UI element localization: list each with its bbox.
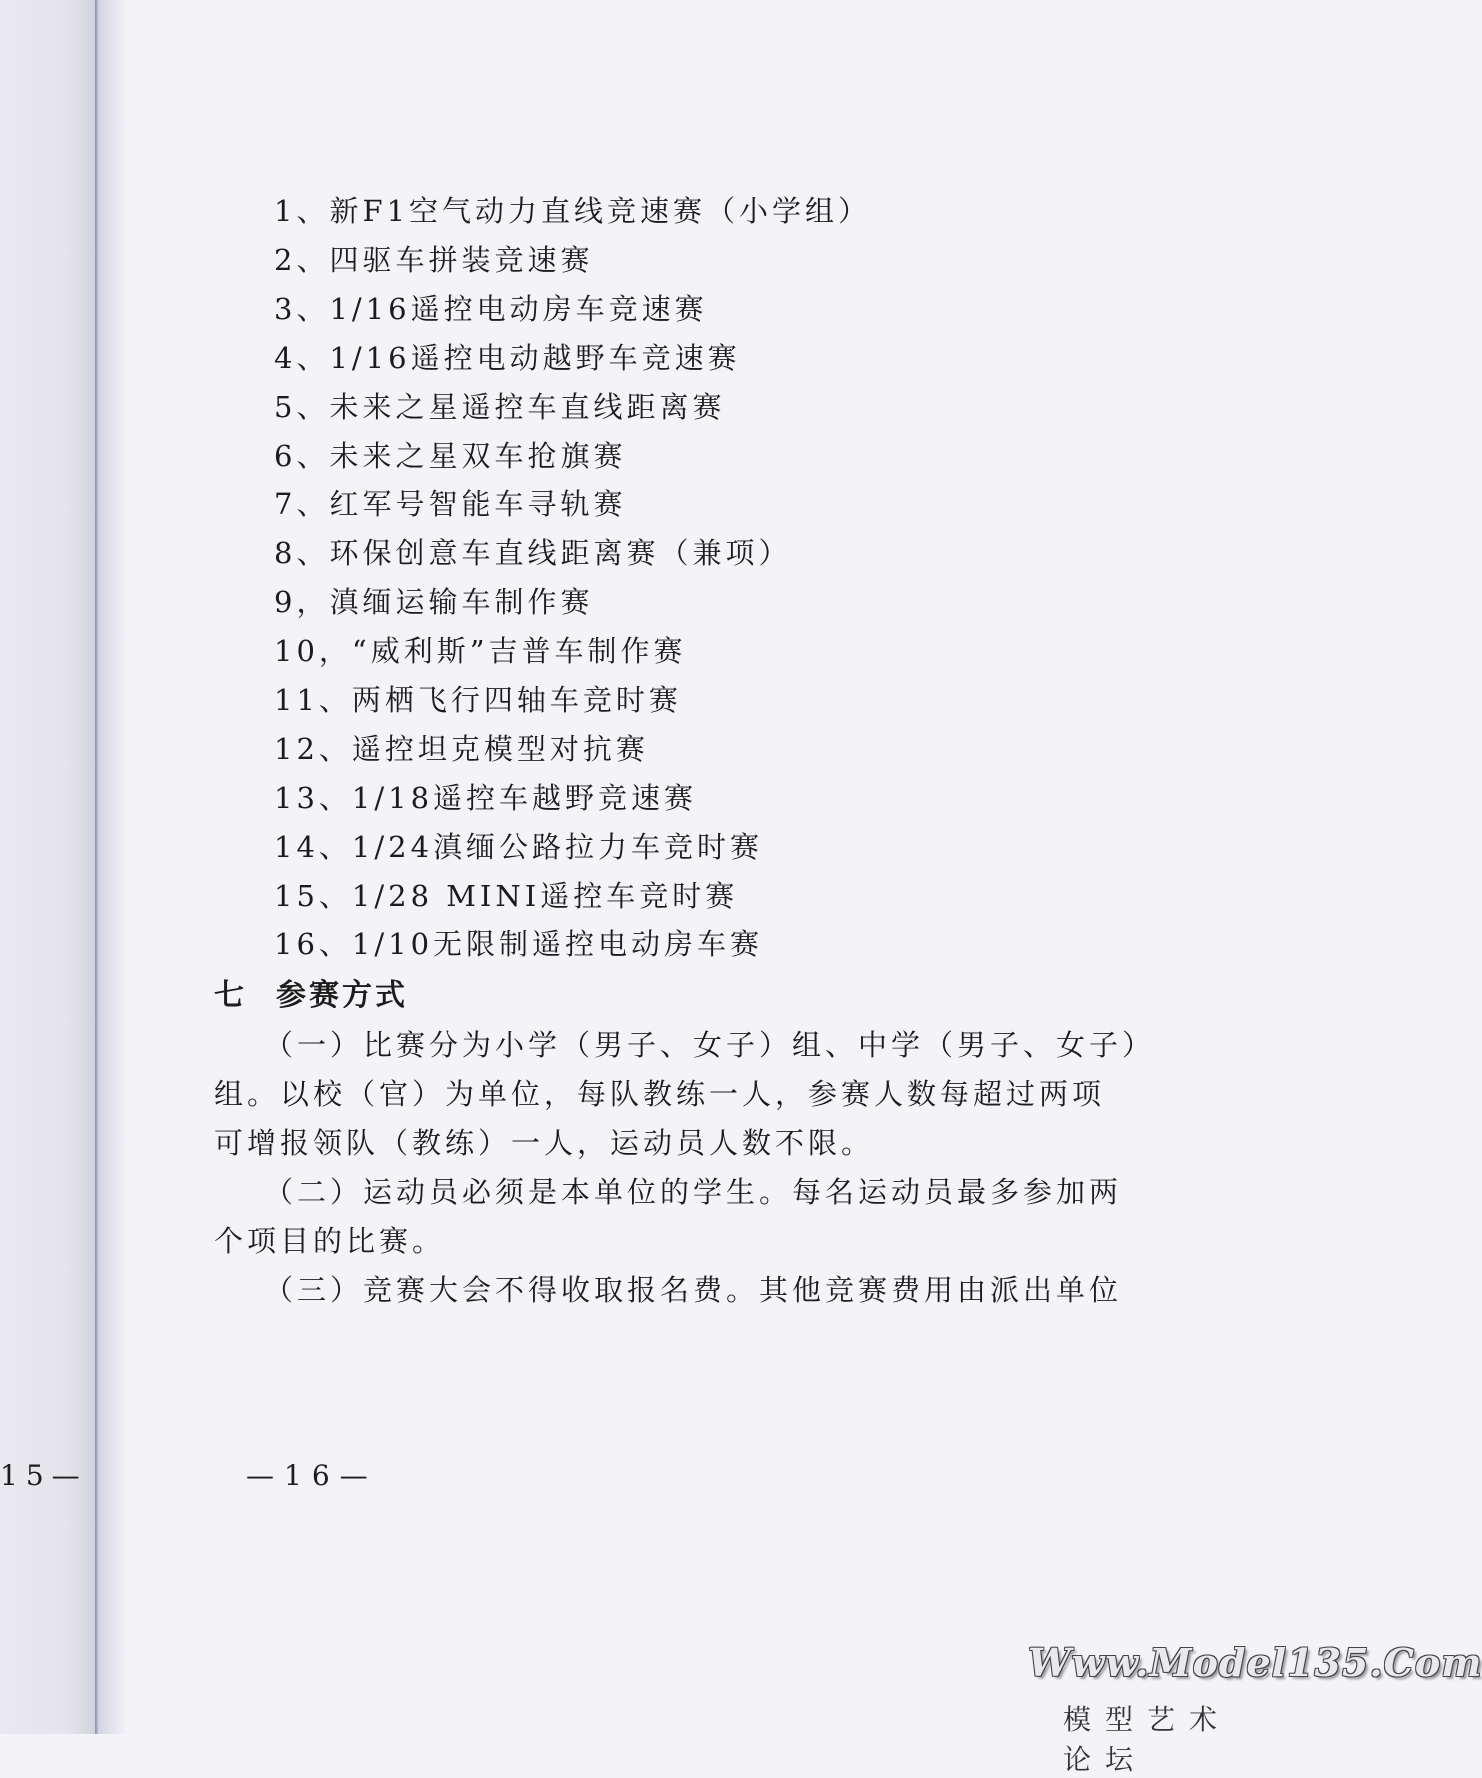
paragraph-line: 个项目的比赛。: [214, 1224, 446, 1258]
event-item: 5、未来之星遥控车直线距离赛: [274, 390, 726, 424]
watermark-url: Www.Model135.Com: [1028, 1640, 1482, 1685]
paragraph-line: （二）运动员必须是本单位的学生。每名运动员最多参加两: [264, 1175, 1123, 1209]
event-item: 12、遥控坦克模型对抗赛: [274, 732, 649, 766]
event-item: 6、未来之星双车抢旗赛: [274, 439, 627, 473]
event-item: 11、两栖飞行四轴车竞时赛: [274, 683, 682, 717]
event-item: 9，滇缅运输车制作赛: [274, 585, 594, 619]
paragraph-line: 组。以校（官）为单位，每队教练一人，参赛人数每超过两项: [214, 1077, 1106, 1111]
previous-page-edge: [0, 0, 95, 1734]
event-item: 8、环保创意车直线距离赛（兼项）: [274, 536, 792, 570]
document-page: [98, 0, 1482, 1776]
section-heading: [214, 970, 408, 1014]
event-item: 1、新F1空气动力直线竞速赛（小学组）: [274, 194, 872, 228]
event-item: 15、1/28 MINI遥控车竞时赛: [274, 879, 739, 913]
paragraph-line: （三）竞赛大会不得收取报名费。其他竞赛费用由派出单位: [264, 1273, 1123, 1307]
event-item: 4、1/16遥控电动越野车竞速赛: [274, 341, 741, 375]
event-item: 7、红军号智能车寻轨赛: [274, 487, 627, 521]
section-title: 参赛方式: [276, 978, 408, 1013]
event-item: 16、1/10无限制遥控电动房车赛: [274, 927, 764, 961]
watermark-caption: 模型艺术论坛: [1063, 1703, 1232, 1776]
previous-page-number: 15—: [0, 1459, 88, 1492]
paragraph-line: 可增报领队（教练）一人，运动员人数不限。: [214, 1126, 875, 1160]
event-item: 13、1/18遥控车越野竞速赛: [274, 781, 698, 815]
event-item: 2、四驱车拼装竞速赛: [274, 243, 594, 277]
section-number: 七: [214, 978, 247, 1013]
paragraph-line: （一）比赛分为小学（男子、女子）组、中学（男子、女子）: [264, 1028, 1156, 1062]
event-item: 3、1/16遥控电动房车竞速赛: [274, 292, 708, 326]
page-number: —16—: [246, 1459, 378, 1492]
event-item: 10，“威利斯”吉普车制作赛: [274, 634, 687, 668]
event-item: 14、1/24滇缅公路拉力车竞时赛: [274, 830, 764, 864]
